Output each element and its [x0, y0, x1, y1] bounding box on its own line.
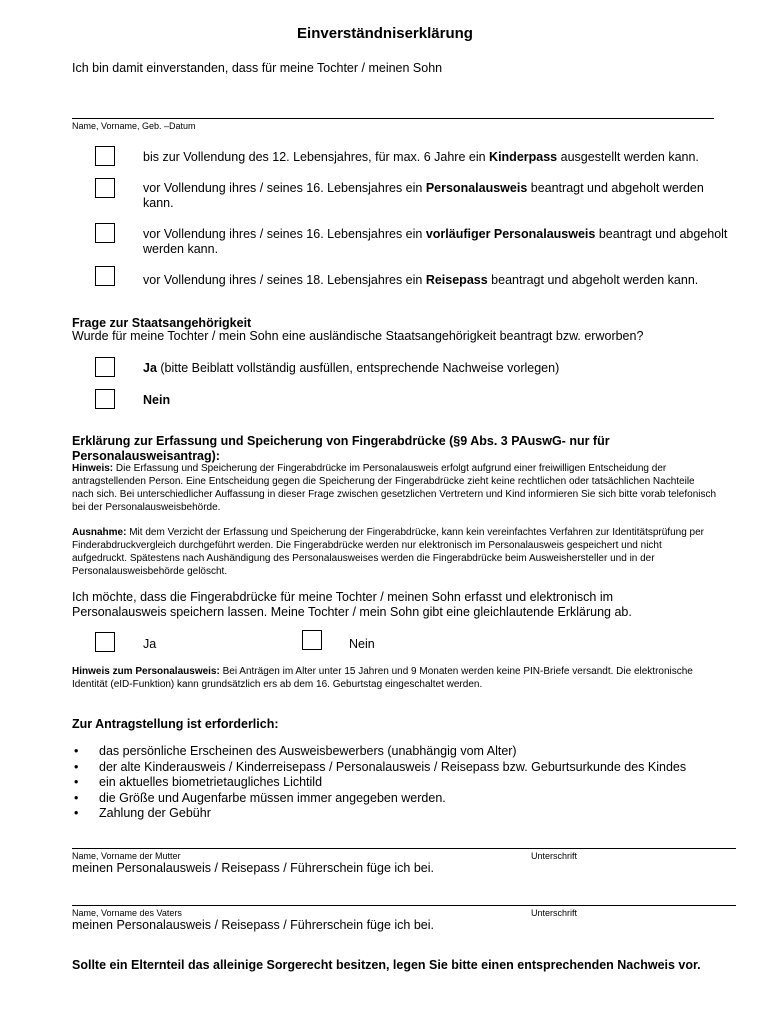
- citizenship-question: Wurde für meine Tochter / mein Sohn eine ausländische Staatsangehörigkeit beantragt bzw. erworben?: [72, 329, 644, 343]
- mother-name-label: Name, Vorname der Mutter: [72, 851, 181, 861]
- citizenship-yes-label: Ja (bitte Beiblatt vollständig ausfüllen, entsprechende Nachweise vorlegen): [143, 361, 560, 375]
- custody-footer-note: Sollte ein Elternteil das alleinige Sorgerecht besitzen, legen Sie bitte einen entsprechenden Nachweis vor.: [72, 958, 701, 972]
- checkbox-reisepass[interactable]: [95, 266, 115, 286]
- mother-signature-line[interactable]: [72, 848, 736, 849]
- citizenship-no-label: Nein: [143, 393, 171, 407]
- checkbox-kinderpass[interactable]: [95, 146, 115, 166]
- checkbox-personalausweis[interactable]: [95, 178, 115, 198]
- father-signature-line[interactable]: [72, 905, 736, 906]
- checkbox-fingerprint-yes[interactable]: [95, 632, 115, 652]
- list-item: • die Größe und Augenfarbe müssen immer angegeben werden.: [74, 791, 734, 807]
- checkbox-citizenship-no[interactable]: [95, 389, 115, 409]
- list-item: • das persönliche Erscheinen des Ausweisbewerbers (unabhängig vom Alter): [74, 744, 734, 760]
- intro-text: Ich bin damit einverstanden, dass für meine Tochter / meinen Sohn: [72, 61, 443, 75]
- option-vorlaeufiger-personalausweis: vor Vollendung ihres / seines 16. Lebensjahres ein vorläufiger Personalausweis beantragt und abgeholt werden kann.: [143, 227, 728, 256]
- checkbox-vorlaeufiger-personalausweis[interactable]: [95, 223, 115, 243]
- checkbox-citizenship-yes[interactable]: [95, 357, 115, 377]
- fingerprint-heading: Erklärung zur Erfassung und Speicherung von Fingerabdrücke (§9 Abs. 3 PAuswG- nur für Personalausweisantrag):: [72, 434, 610, 463]
- fingerprint-no-label: Nein: [349, 637, 375, 651]
- citizenship-heading: Frage zur Staatsangehörigkeit: [72, 316, 252, 330]
- fingerprint-note: Hinweis: Die Erfassung und Speicherung der Fingerabdrücke im Personalausweis erfolgt aufgrund einer freiwilligen Entscheidung der antragstellenden Person. Eine Entscheidung gegen die Speicherung der Fingerabdrücke zieht keine rechtlichen oder tatsächlichen Nachteile nach sich. Bei unterschiedlicher Auffassung in dieser Frage zwischen gesetzlichen Vertretern und Kind informieren Sie sich bitte vorab telefonisch bei der Personalausweisbehörde.: [72, 463, 717, 513]
- option-personalausweis: vor Vollendung ihres / seines 16. Lebensjahres ein Personalausweis beantragt und abgeholt werden kann.: [143, 181, 704, 210]
- page-title: Einverständniserklärung: [297, 25, 473, 42]
- list-item: • ein aktuelles biometrietaugliches Lichtild: [74, 775, 734, 791]
- father-name-label: Name, Vorname des Vaters: [72, 908, 182, 918]
- child-name-line[interactable]: [72, 118, 714, 119]
- requirements-list: [74, 744, 734, 822]
- fingerprint-exception: Ausnahme: Mit dem Verzicht der Erfassung und Speicherung der Fingerabdrücke, kann kein vereinfachtes Verfahren zur Identitätsprüfung per Finderabdruckvergleich durchgeführt werden. Die Fingerabdrücke werden nur elektronisch im Personalausweis gespeichert und nicht aufgedruckt. Spätestens nach Aushändigung des Personalausweises werden die Fingerabdrücke beim Ausweishersteller und in der Personalausweisbehörde gelöscht.: [72, 527, 705, 577]
- checkbox-fingerprint-no[interactable]: [302, 630, 322, 650]
- id-card-note: Hinweis zum Personalausweis: Bei Anträgen im Alter unter 15 Jahren und 9 Monaten werden keine PIN-Briefe versandt. Die elektronische Identität (eID-Funktion) kann grundsätzlich ers ab dem 16. Geburtstag eingeschaltet werden.: [72, 666, 693, 690]
- mother-attach-text: meinen Personalausweis / Reisepass / Führerschein füge ich bei.: [72, 861, 434, 875]
- mother-signature-label: Unterschrift: [531, 851, 578, 861]
- fingerprint-yes-label: Ja: [143, 637, 157, 651]
- father-attach-text: meinen Personalausweis / Reisepass / Führerschein füge ich bei.: [72, 918, 434, 932]
- father-signature-label: Unterschrift: [531, 908, 578, 918]
- child-name-label: Name, Vorname, Geb. –Datum: [72, 121, 196, 131]
- list-item: • Zahlung der Gebühr: [74, 806, 734, 822]
- list-item: • der alte Kinderausweis / Kinderreisepass / Personalausweis / Reisepass bzw. Geburtsurkunde des Kindes: [74, 760, 734, 776]
- requirements-heading: Zur Antragstellung ist erforderlich:: [72, 717, 279, 731]
- option-reisepass: vor Vollendung ihres / seines 18. Lebensjahres ein Reisepass beantragt und abgeholt werden kann.: [143, 273, 699, 287]
- fingerprint-statement: Ich möchte, dass die Fingerabdrücke für meine Tochter / meinen Sohn erfasst und elektronisch im Personalausweis speichern lassen. Meine Tochter / mein Sohn gibt eine gleichlautende Erklärung ab.: [72, 590, 632, 619]
- option-kinderpass: bis zur Vollendung des 12. Lebensjahres, für max. 6 Jahre ein Kinderpass ausgestellt werden kann.: [143, 150, 699, 164]
